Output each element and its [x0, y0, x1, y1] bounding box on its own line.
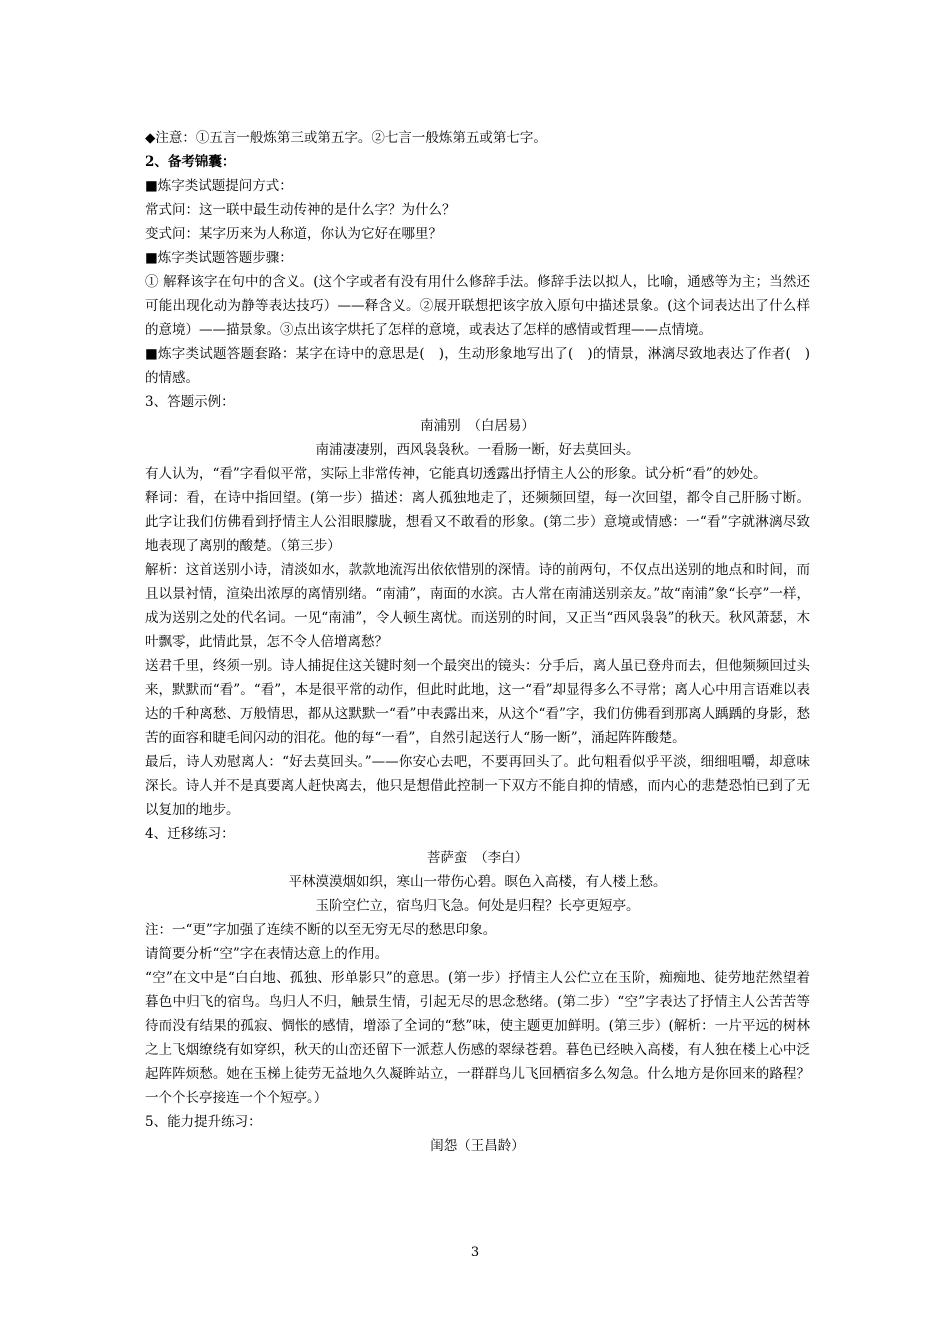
text-line: ■炼字类试题提问方式： — [145, 178, 293, 194]
text-line: 平林漠漠烟如织，寒山一带伤心碧。暝色入高楼，有人楼上愁。 — [288, 874, 667, 890]
text-line: 变式问：某字历来为人称道，你认为它好在哪里？ — [145, 226, 442, 242]
text-line: 注：一“更”字加强了连续不断的以至无穷无尽的愁思印象。 — [145, 922, 497, 938]
text-line: ◆注意：①五言一般炼第三或第五字。②七言一般炼第五或第七字。 — [145, 130, 547, 146]
text-line: 请简要分析“空”字在表情达意上的作用。 — [145, 946, 389, 962]
text-line: “空”在文中是“白白地、孤独、形单影只”的意思。(第一步）抒情主人公伫立在玉阶，痴痴地、徒劳地茫然望着暮色中归飞的宿鸟。鸟归人不归，触景生情，引起无尽的思念愁绪。(第二步）“空”字表达了抒情主人公苦苦等待而没有结果的孤寂、惆怅的感情，增添了全词的“愁”味，使主题更加鲜明。(第三步）(解析：一片平远的树林之上飞烟缭绕有如穿织，秋天的山峦还留下一派惹人伤感的翠绿苍碧。暮色已经映入高楼，有人独在楼上心中泛起阵阵烦愁。她在玉梯上徒劳无益地久久凝眸站立，一群群鸟儿飞回栖宿多么匆急。什么地方是你回来的路程？一个个长亭接连一个个短亭。） — [145, 970, 810, 1106]
document-body — [145, 126, 810, 1158]
text-line: ① 解释该字在句中的含义。(这个字或者有没有用什么修辞手法。修辞手法以拟人，比喻，通感等为主；当然还可能出现化动为静等表达技巧）——释含义。②展开联想把该字放入原句中描述景象。(这个词表达出了什么样的意境）——描景象。③点出该字烘托了怎样的意境，或表达了怎样的感情或哲理——点情境。 — [145, 274, 810, 338]
text-line: 玉阶空伫立，宿鸟归飞急。何处是归程？长亭更短亭。 — [315, 898, 640, 914]
text-line: 菩萨蛮 （李白） — [426, 850, 529, 866]
text-line: 5、能力提升练习： — [145, 1114, 262, 1130]
text-line: 闺怨（王昌龄） — [430, 1138, 525, 1154]
text-line: 南浦别 （白居易） — [420, 418, 535, 434]
text-line: 最后，诗人劝慰离人：“好去莫回头。”——你安心去吧，不要再回头了。此句粗看似乎平淡，细细咀嚼，却意味深长。诗人并不是真要离人赶快离去，他只是想借此控制一下双方不能自抑的情感，而内心的悲楚恐怕已到了无以复加的地步。 — [145, 754, 810, 818]
text-line: ■炼字类试题答题步骤： — [145, 250, 293, 266]
text-line: 南浦凄凄别，西风袅袅秋。一看肠一断，好去莫回头。 — [315, 442, 640, 458]
text-line: 2、备考锦囊： — [145, 154, 236, 170]
text-line: 有人认为，“看”字看似平常，实际上非常传神，它能真切透露出抒情主人公的形象。试分析“看”的妙处。 — [145, 466, 767, 482]
text-line: 常式问：这一联中最生动传神的是什么字？为什么？ — [145, 202, 456, 218]
text-line: 送君千里，终须一别。诗人捕捉住这关键时刻一个最突出的镜头：分手后，离人虽已登舟而去，但他频频回过头来，默默而“看”。“看”，本是很平常的动作，但此时此地，这一“看”却显得多么不寻常；离人心中用言语难以表达的千种离愁、万般情思，都从这默默一“看”中表露出来，从这个“看”字，我们仿佛看到那离人踽踽的身影，愁苦的面容和睫毛间闪动的泪花。他的每“一看”，自然引起送行人“肠一断”，涌起阵阵酸楚。 — [145, 658, 810, 746]
text-line: 释词：看，在诗中指回望。(第一步）描述：离人孤独地走了，还频频回望，每一次回望，都令自己肝肠寸断。此字让我们仿佛看到抒情主人公泪眼朦胧，想看又不敢看的形象。(第二步）意境或情感：一“看”字就淋漓尽致地表现了离别的酸楚。（第三步） — [145, 490, 810, 554]
page-number: 3 — [470, 1245, 480, 1260]
text-line: 解析：这首送别小诗，清淡如水，款款地流泻出依依惜别的深情。诗的前两句，不仅点出送别的地点和时间，而且以景衬情，渲染出浓厚的离情别绪。“南浦”，南面的水滨。古人常在南浦送别亲友。”故“南浦”象“长亭”一样，成为送别之处的代名词。一见“南浦”，令人顿生离忧。而送别的时间，又正当“西风袅袅”的秋天。秋风萧瑟，木叶飘零，此情此景，怎不令人倍增离愁？ — [145, 562, 810, 650]
text-line: 3、答题示例： — [145, 394, 235, 410]
text-line: ■炼字类试题答题套路：某字在诗中的意思是( )，生动形象地写出了( )的情景，淋漓尽致地表达了作者( )的情感。 — [145, 346, 810, 386]
text-line: 4、迁移练习： — [145, 826, 235, 842]
